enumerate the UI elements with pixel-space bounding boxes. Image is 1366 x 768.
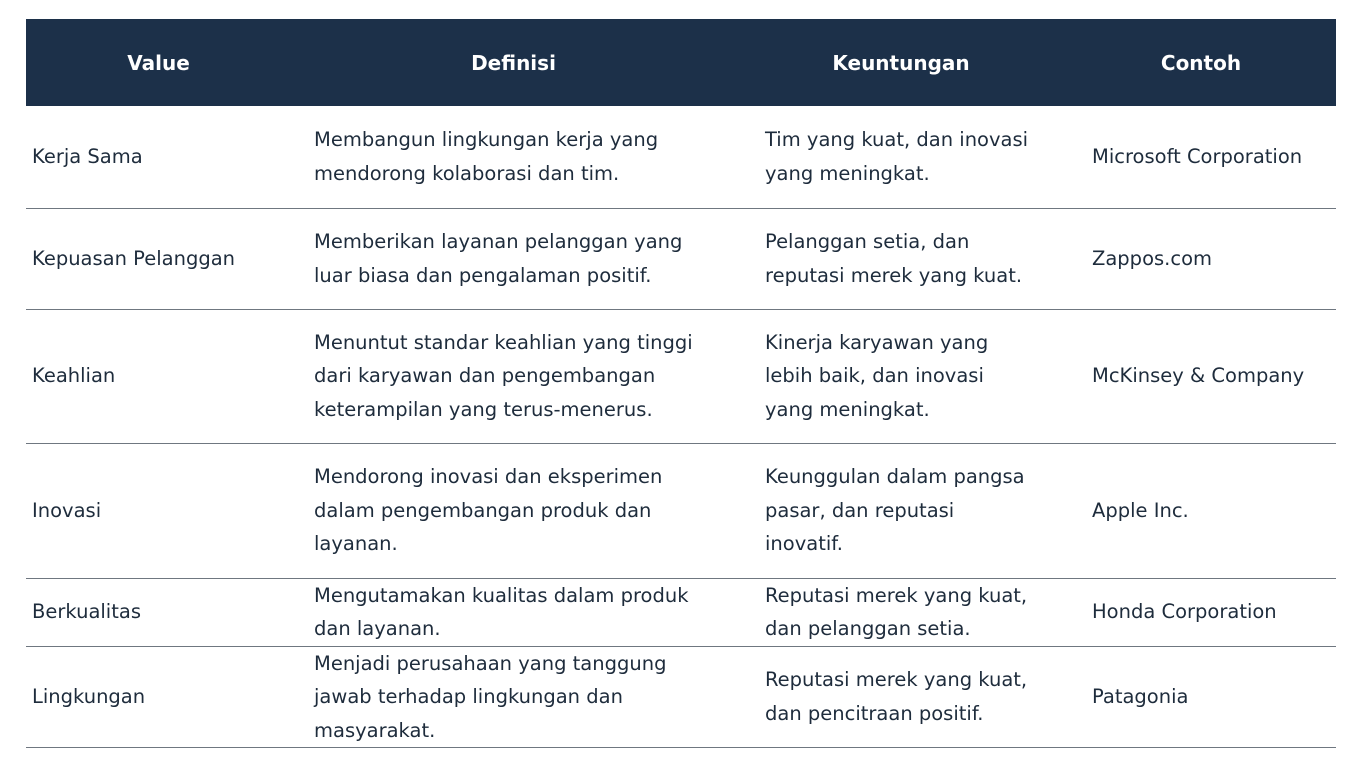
cell-benefit: Reputasi merek yang kuat, dan pencitraan positif. bbox=[736, 646, 1066, 748]
cell-value: Lingkungan bbox=[26, 646, 291, 748]
cell-definition: Memberikan layanan pelanggan yang luar biasa dan pengalaman positif. bbox=[291, 208, 736, 309]
header-benefit: Keuntungan bbox=[832, 50, 970, 75]
cell-example: Zappos.com bbox=[1066, 208, 1336, 309]
cell-value: Berkualitas bbox=[26, 578, 291, 646]
cell-example: Honda Corporation bbox=[1066, 578, 1336, 646]
cell-definition: Membangun lingkungan kerja yang mendorong kolaborasi dan tim. bbox=[291, 106, 736, 208]
table-row bbox=[26, 106, 1336, 208]
company-values-table bbox=[26, 19, 1336, 748]
table-row bbox=[26, 309, 1336, 443]
header-definition: Definisi bbox=[471, 50, 556, 75]
cell-value: Kepuasan Pelanggan bbox=[26, 208, 291, 309]
cell-benefit: Kinerja karyawan yang lebih baik, dan inovasi yang meningkat. bbox=[736, 309, 1066, 443]
cell-definition: Mengutamakan kualitas dalam produk dan layanan. bbox=[291, 578, 736, 646]
header-row bbox=[26, 19, 1336, 106]
cell-definition: Mendorong inovasi dan eksperimen dalam pengembangan produk dan layanan. bbox=[291, 443, 736, 578]
header-example: Contoh bbox=[1160, 50, 1242, 75]
cell-benefit: Reputasi merek yang kuat, dan pelanggan setia. bbox=[736, 578, 1066, 646]
cell-value: Kerja Sama bbox=[26, 106, 291, 208]
cell-benefit: Pelanggan setia, dan reputasi merek yang kuat. bbox=[736, 208, 1066, 309]
cell-value: Inovasi bbox=[26, 443, 291, 578]
cell-example: Apple Inc. bbox=[1066, 443, 1336, 578]
cell-benefit: Tim yang kuat, dan inovasi yang meningkat. bbox=[736, 106, 1066, 208]
cell-example: Patagonia bbox=[1066, 646, 1336, 748]
header-value: Value bbox=[127, 50, 190, 75]
table-body bbox=[26, 106, 1336, 748]
cell-definition: Menjadi perusahaan yang tanggung jawab terhadap lingkungan dan masyarakat. bbox=[291, 646, 736, 748]
table-row bbox=[26, 208, 1336, 309]
cell-example: Microsoft Corporation bbox=[1066, 106, 1336, 208]
table-row bbox=[26, 646, 1336, 748]
cell-example: McKinsey & Company bbox=[1066, 309, 1336, 443]
table-row bbox=[26, 443, 1336, 578]
table-header bbox=[26, 19, 1336, 106]
cell-definition: Menuntut standar keahlian yang tinggi dari karyawan dan pengembangan keterampilan yang terus-menerus. bbox=[291, 309, 736, 443]
table-row bbox=[26, 578, 1336, 646]
cell-benefit: Keunggulan dalam pangsa pasar, dan reputasi inovatif. bbox=[736, 443, 1066, 578]
company-values-table-container bbox=[26, 19, 1336, 748]
cell-value: Keahlian bbox=[26, 309, 291, 443]
